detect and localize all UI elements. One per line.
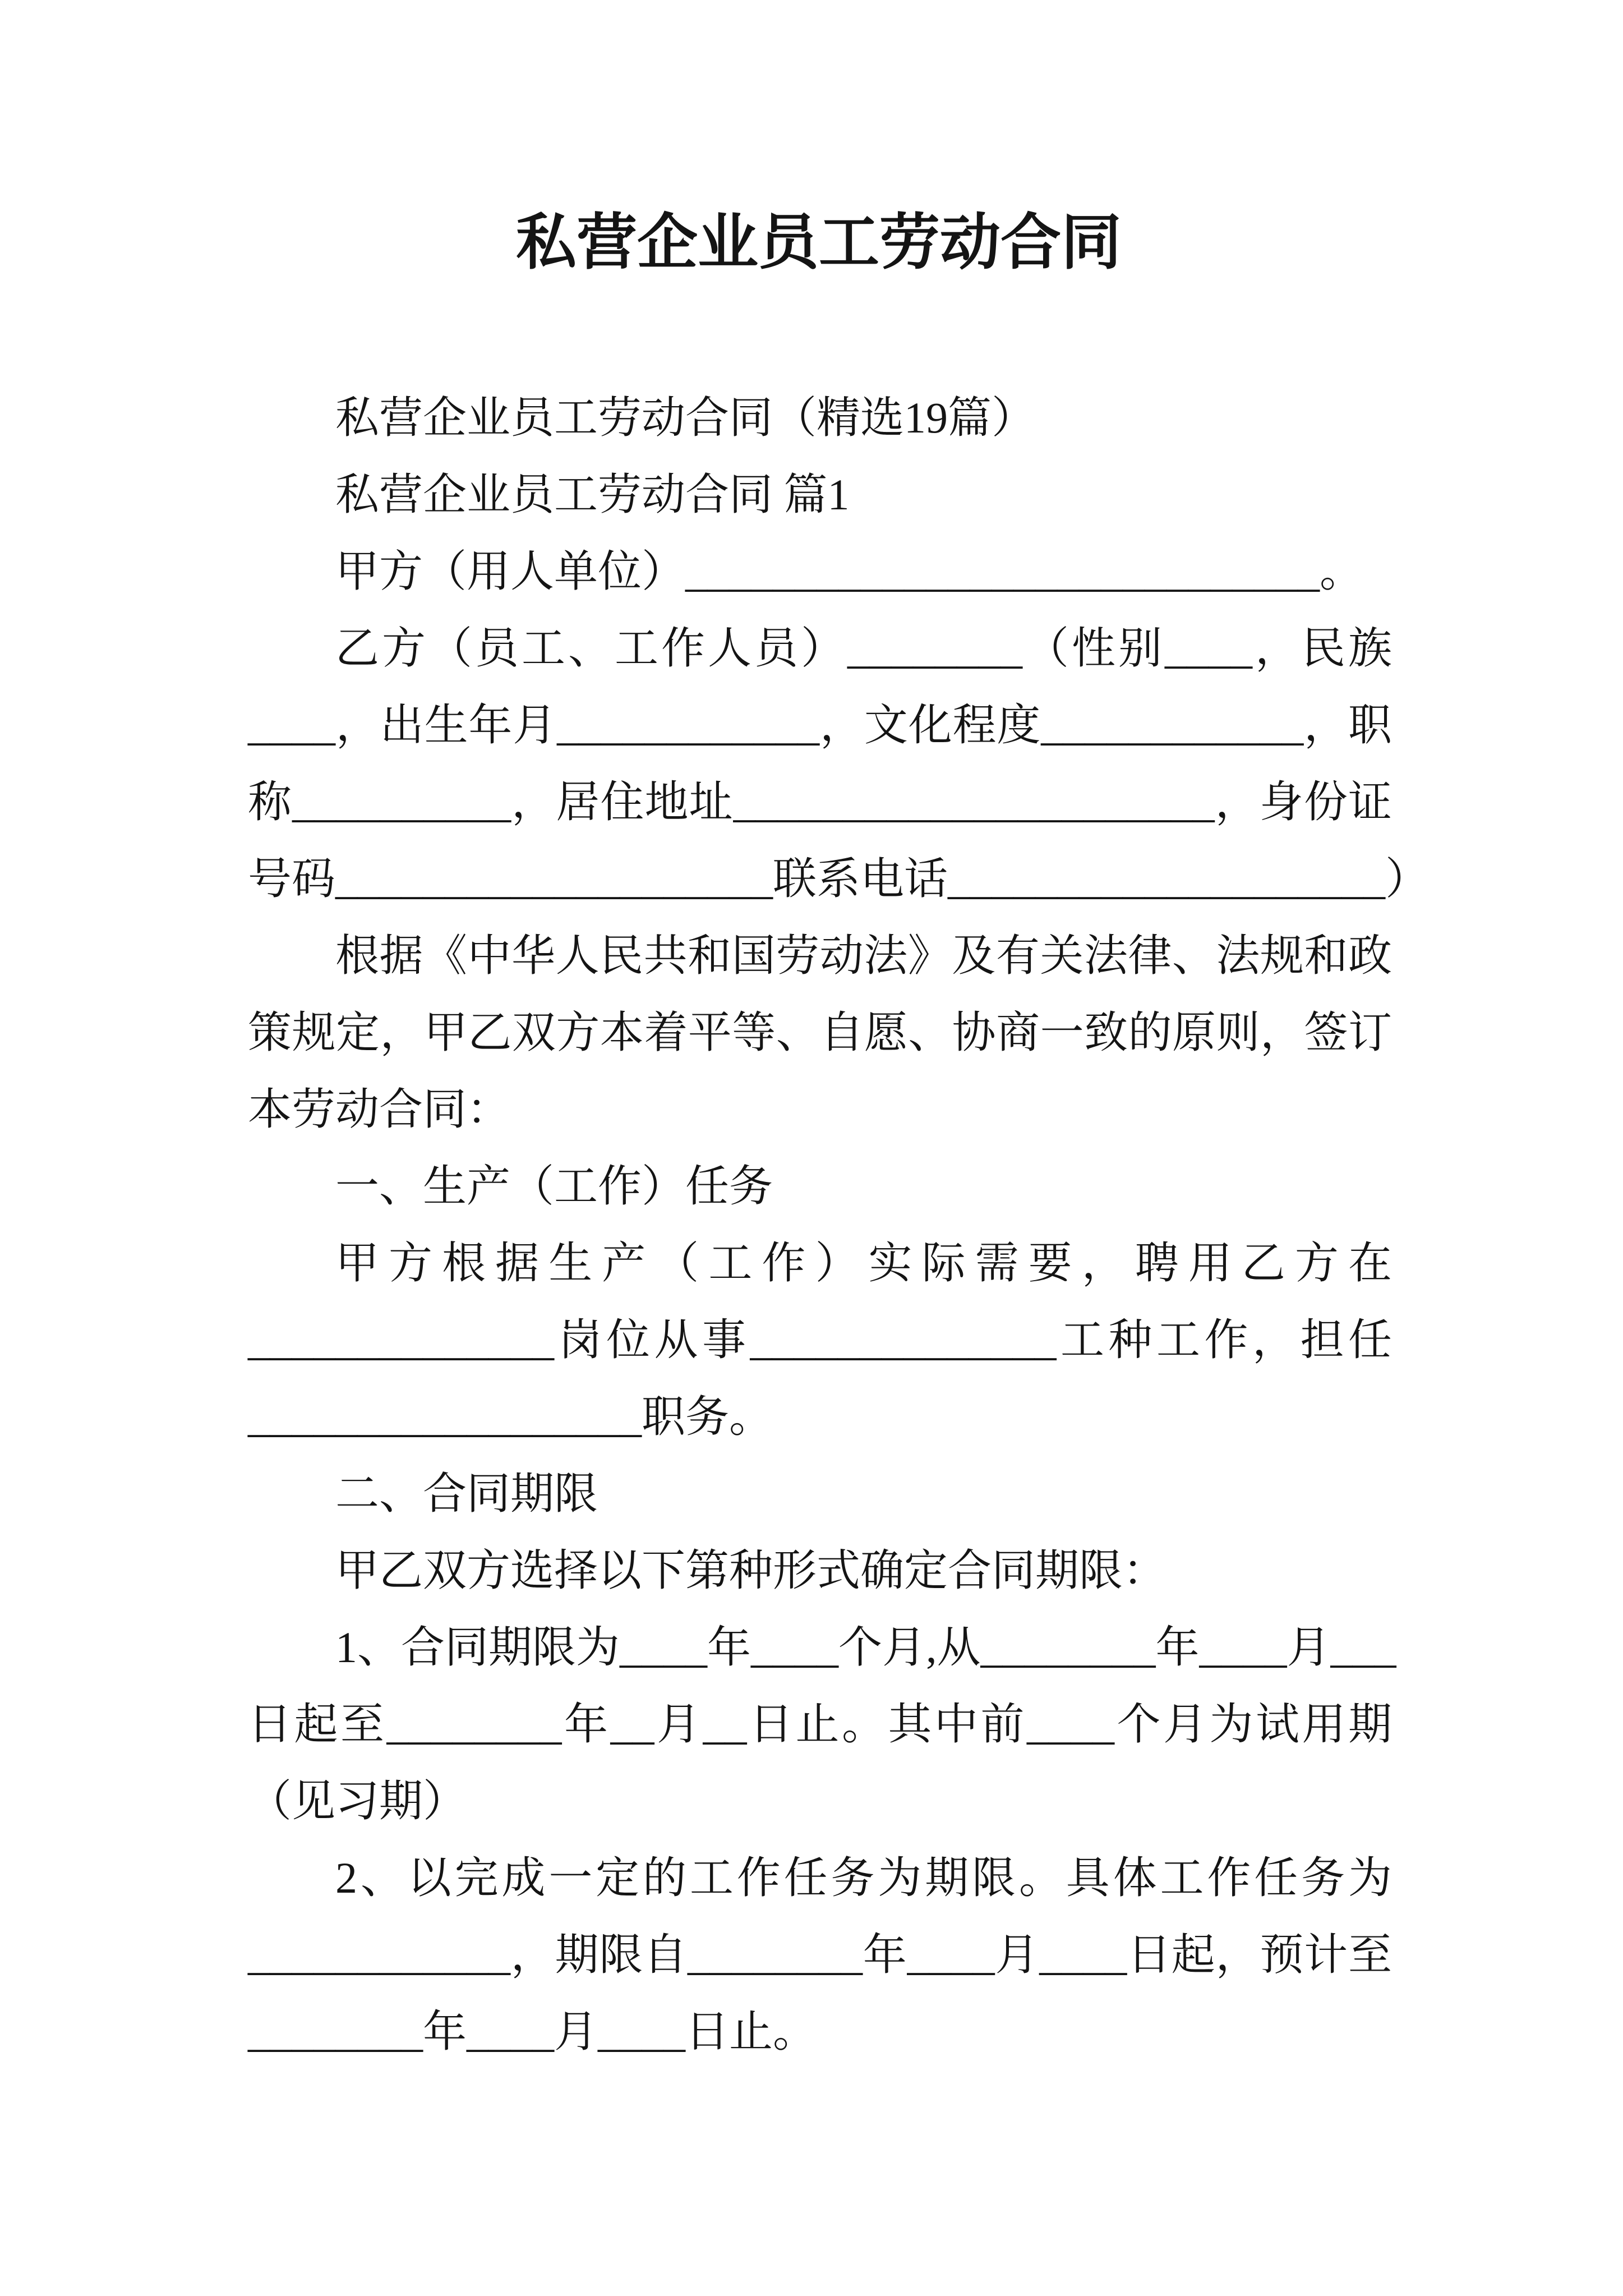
paragraph-line: 乙方（员工、工作人员）________（性别____，民族 <box>335 624 1392 673</box>
party-b-paragraph <box>248 610 1430 917</box>
paragraph-line: 本劳动合同： <box>248 1085 511 1134</box>
term-option-2 <box>248 1839 1392 2070</box>
document-title: 私营企业员工劳动合同 <box>515 210 1122 277</box>
job-duty-paragraph <box>248 1225 1392 1455</box>
article-heading <box>248 456 1392 533</box>
paragraph-line: ____，出生年月____________，文化程度____________，职 <box>248 701 1392 749</box>
preamble-paragraph <box>248 917 1392 1148</box>
paragraph-line: ______________岗位从事______________工种工作，担任 <box>248 1315 1392 1364</box>
paragraph-line: 甲方根据生产（工作）实际需要，聘用乙方在 <box>335 1239 1392 1287</box>
party-a-paragraph <box>248 533 1392 610</box>
term-selection-paragraph <box>248 1532 1392 1609</box>
paragraph-line: 甲方（用人单位）_____________________________。 <box>335 547 1364 596</box>
paragraph-line: ____________，期限自________年____月____日起，预计至 <box>248 1930 1392 1979</box>
section-heading <box>248 1148 1392 1225</box>
collection-subtitle <box>248 379 1392 456</box>
paragraph-line: 甲乙双方选择以下第种形式确定合同期限： <box>335 1546 1167 1595</box>
section-heading <box>248 1455 1392 1532</box>
paragraph-line: 一、生产（工作）任务 <box>335 1162 773 1211</box>
term-option-1 <box>248 1609 1396 1839</box>
paragraph-line: 根据《中华人民共和国劳动法》及有关法律、法规和政 <box>335 931 1392 980</box>
paragraph-line: 称__________，居住地址______________________，身份证 <box>248 777 1392 826</box>
paragraph-line: __________________职务。 <box>248 1392 773 1441</box>
paragraph-line: 1、合同期限为____年____个月,从________年____月___ <box>335 1623 1396 1672</box>
paragraph-line: 私营企业员工劳动合同（精选19篇） <box>335 393 1036 442</box>
paragraph-line: 2、以完成一定的工作任务为期限。具体工作任务为 <box>335 1853 1392 1902</box>
paragraph-line: 二、合同期限 <box>335 1469 598 1518</box>
paragraph-line: （见习期） <box>248 1777 467 1825</box>
paragraph-line: ________年____月____日止。 <box>248 2007 817 2056</box>
paragraph-line: 策规定，甲乙双方本着平等、自愿、协商一致的原则，签订 <box>248 1008 1392 1057</box>
paragraph-line: 号码____________________联系电话____________________） <box>248 854 1430 903</box>
document-body <box>248 379 1430 2070</box>
paragraph-line: 日起至________年__月__日止。其中前____个月为试用期 <box>248 1700 1392 1749</box>
paragraph-line: 私营企业员工劳动合同 篇1 <box>335 470 850 519</box>
